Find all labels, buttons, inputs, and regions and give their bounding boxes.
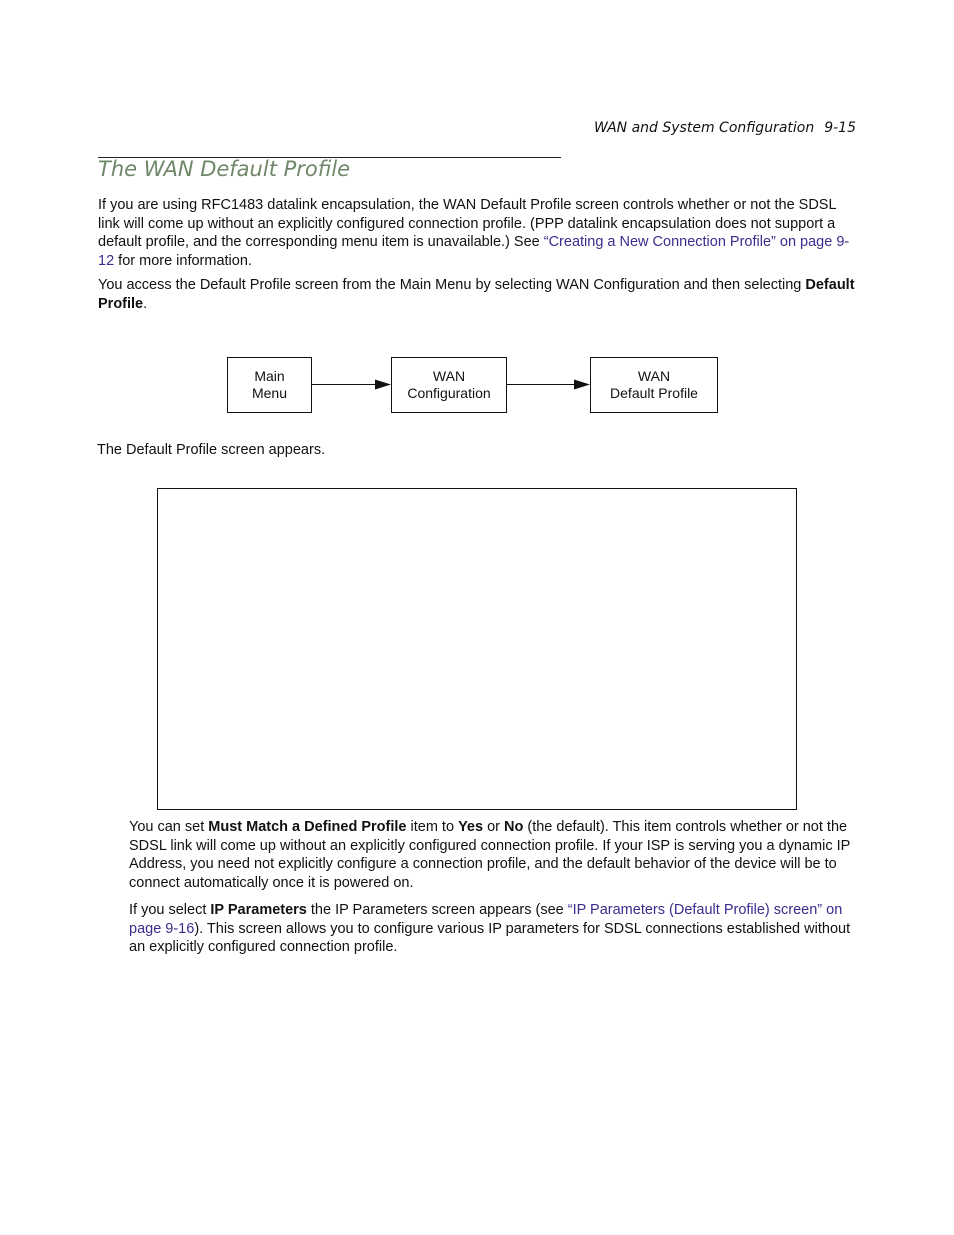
must-match-text-1: You can set bbox=[129, 819, 209, 835]
must-match-text-2: item to bbox=[406, 819, 459, 835]
default-profile-screen-frame bbox=[157, 488, 797, 810]
arrow-head-1 bbox=[375, 380, 391, 390]
ip-parameters-link[interactable]: “IP Parameters (Default Profile) screen” on page 9-16 bbox=[129, 902, 843, 937]
ip-params-text-3: ). This screen allows you to configure various IP parameters for SDSL connections established without an explicitly configured connection profile. bbox=[129, 920, 851, 955]
intro-text-1: If you are using RFC1483 datalink encapsulation, the WAN Default Profile screen controls whether or not the SDSL link will come up without an explicitly configured connection profile. (PPP datalink encapsulation does not support a default profile, and the corresponding menu item is unavailable.) See bbox=[98, 197, 837, 250]
must-match-bold-item: Must Match a Defined Profile bbox=[208, 819, 407, 835]
header-page-number: 9-15 bbox=[824, 120, 856, 136]
must-match-text-4: (the default). This item controls whether or not the SDSL link will come up without an explicitly configured connection profile. If your ISP is serving you a dynamic IP Address, you need not explicitly configure a connection profile, and the default behavior of the device will be to connect automatically once it is powered on. bbox=[129, 819, 851, 891]
must-match-bold-no: No bbox=[504, 819, 524, 835]
header-section-title: WAN and System Configuration bbox=[593, 120, 815, 136]
flow-box-wan-configuration bbox=[391, 357, 507, 413]
screen-appears-text: The Default Profile screen appears. bbox=[97, 442, 326, 458]
creating-connection-link[interactable]: “Creating a New Connection Profile” on page 9-12 bbox=[98, 234, 850, 269]
flow-box-1-line-1: Main bbox=[254, 368, 285, 384]
ip-parameters-paragraph bbox=[129, 901, 855, 957]
ip-params-text-1: If you select bbox=[129, 902, 211, 918]
section-title: The WAN Default Profile bbox=[98, 157, 351, 181]
access-text-1: You access the Default Profile screen from the Main Menu by selecting WAN Configuration and then selecting bbox=[98, 277, 806, 293]
flow-box-main-menu bbox=[227, 357, 312, 413]
must-match-text-3: or bbox=[483, 819, 505, 835]
intro-text-2: for more information. bbox=[114, 252, 252, 269]
ip-params-text-2: the IP Parameters screen appears (see bbox=[306, 902, 568, 918]
flow-box-2-line-1: WAN bbox=[432, 368, 466, 384]
flow-box-2-line-2: Configuration bbox=[407, 385, 491, 401]
flow-box-1-line-2: Menu bbox=[251, 385, 288, 401]
flow-box-3-line-2: Default Profile bbox=[610, 385, 698, 401]
ip-params-bold: IP Parameters bbox=[210, 902, 307, 918]
flow-box-3-line-1: WAN bbox=[637, 368, 671, 384]
access-text-2: . bbox=[143, 295, 148, 312]
must-match-bold-yes: Yes bbox=[458, 819, 484, 835]
access-bold-default-profile: Default Profile bbox=[98, 277, 855, 312]
must-match-paragraph bbox=[129, 818, 855, 892]
flow-box-wan-default-profile bbox=[590, 357, 718, 413]
arrow-head-2 bbox=[574, 380, 590, 390]
